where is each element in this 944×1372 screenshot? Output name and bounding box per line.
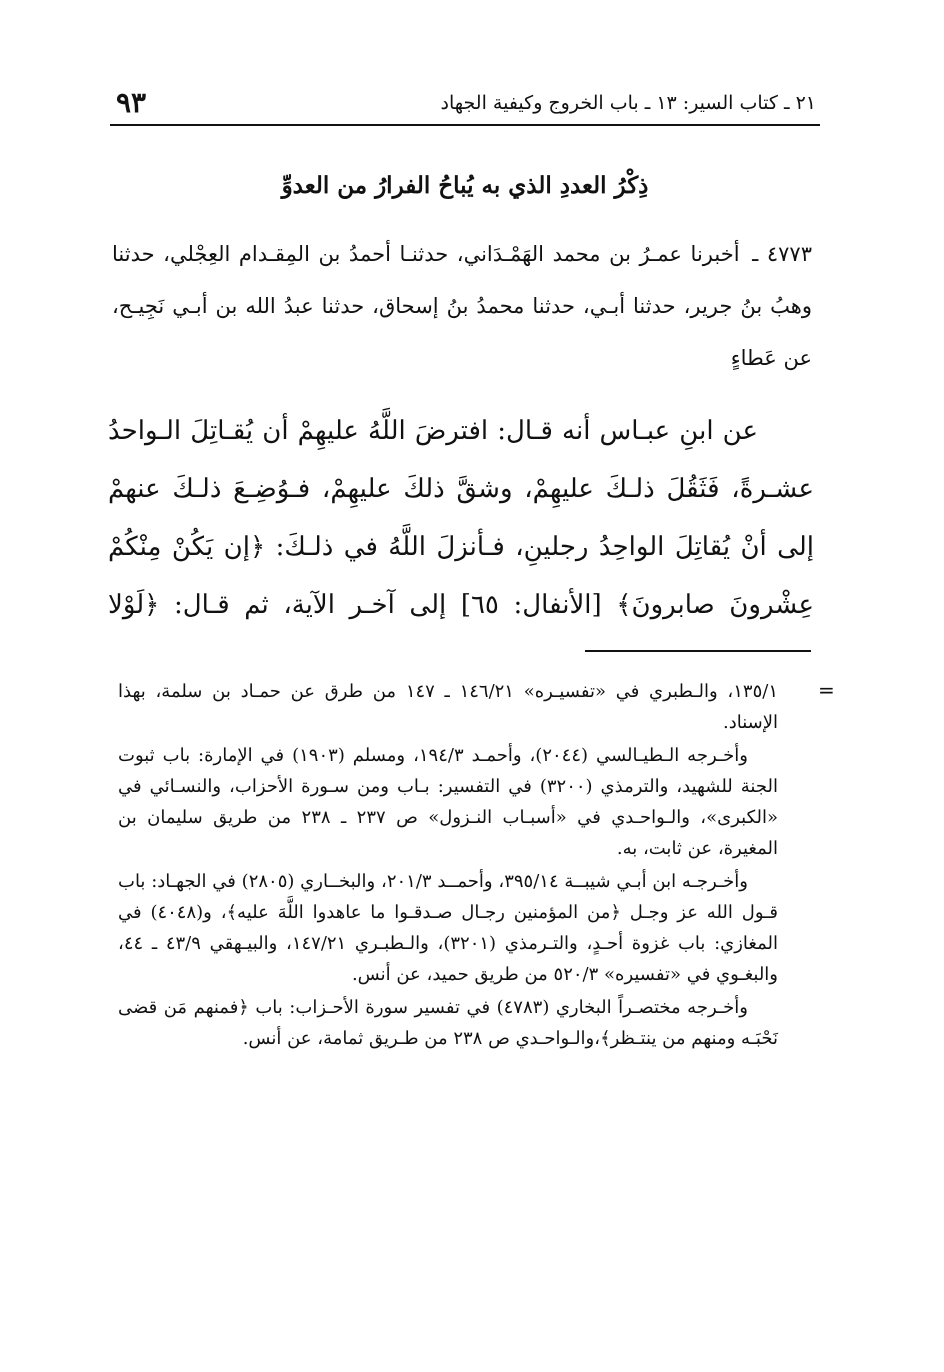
hadith-number: ٤٧٧٣ ـ xyxy=(752,242,812,266)
footnotes xyxy=(118,676,778,1056)
footnote-paragraph: وأخـرجـه ابن أبـي شيبــة ٣٩٥/١٤، وأحمــد ٢٠١/٣، والبخــاري (٢٨٠٥) في الجهـاد: باب قـول الله عز وجـل ﴿من المؤمنين رجـال صـدقـوا ما عاهدوا اللَّهَ عليه﴾، و(٤٠٤٨) في المغازي: باب غزوة أحـدٍ، والتـرمذي (٣٢٠١)، والـطبـري ١٤٧/٢١، والبيـهقي ٤٣/٩ ـ ٤٤، والبغـوي في «تفسيره» ٥٢٠/٣ من طريق حميد، عن أنس. xyxy=(118,871,778,985)
hadith-isnad: أخبرنا عمـرُ بن محمد الهَمْـدَاني، حدثنـا أحمدُ بن المِقـدام العِجْلي، حدثنا وهبُ بنُ جرير، حدثنا أبـي، حدثنا محمدُ بنُ إسحاق، حدثنا عبدُ الله بن أبـي نَجِيـح، عن عَطاءٍ xyxy=(112,242,812,370)
hadith-matn-block xyxy=(108,402,814,634)
page-header xyxy=(110,86,820,126)
footnote-paragraph: ١٣٥/١، والـطبري في «تفسيـره» ١٤٦/٢١ ـ ١٤٧ من طرق عن حمـاد بن سلمة، بهذا الإسناد. xyxy=(118,681,778,733)
footnote-continuation-marker: = xyxy=(818,678,835,702)
hadith-matn: عن ابنِ عبـاس أنه قـال: افترضَ اللَّهُ عليهِمْ أن يُقـاتِلَ الـواحدُ عشـرةً، فَثَقُلَ ذلـكَ عليهِمْ، وشقَّ ذلكَ عليهِمْ، فـوُضِـعَ ذلـكَ عنهمْ إلى أنْ يُقاتِلَ الواحِدُ رجلينِ، فـأنزلَ اللَّهُ في ذلـكَ: ﴿إن يَكُنْ مِنْكُمْ عِشْرونَ صابرونَ﴾ [الأنفال: ٦٥] إلى آخـر الآية، ثم قـال: ﴿لَوْلا xyxy=(108,416,815,620)
section-title: ذِكْرُ العددِ الذي به يُباحُ الفرارُ من العدوِّ xyxy=(281,172,649,199)
page-number: ٩٣ xyxy=(116,86,147,119)
running-head: ٢١ ـ كتاب السير: ١٣ ـ باب الخروج وكيفية الجهاد xyxy=(440,92,816,114)
footnote-paragraph: وأخـرجه مختصـراً البخاري (٤٧٨٣) في تفسير سورة الأحـزاب: باب ﴿فمنهم مَن قضى نَحْبَـه ومنهم من ينتـظر﴾،والـواحـدي ص ٢٣٨ من طـريق ثمامة، عن أنس. xyxy=(118,997,778,1049)
hadith-isnad-block xyxy=(112,228,812,384)
footnote-paragraph: وأخـرجه الـطيـالسي (٢٠٤٤)، وأحمـد ١٩٤/٣، ومسلم (١٩٠٣) في الإمارة: باب ثبوت الجنة للشهيد، والترمذي (٣٢٠٠) في التفسير: بـاب ومن سـورة الأحزاب، والنسـائي في «الكبرى»، والـواحـدي في «أسبـاب النـزول» ص ٢٣٧ ـ ٢٣٨ من طريق سليمان بن المغيرة، عن ثابت، به. xyxy=(118,745,779,859)
footnote-divider xyxy=(585,650,811,652)
